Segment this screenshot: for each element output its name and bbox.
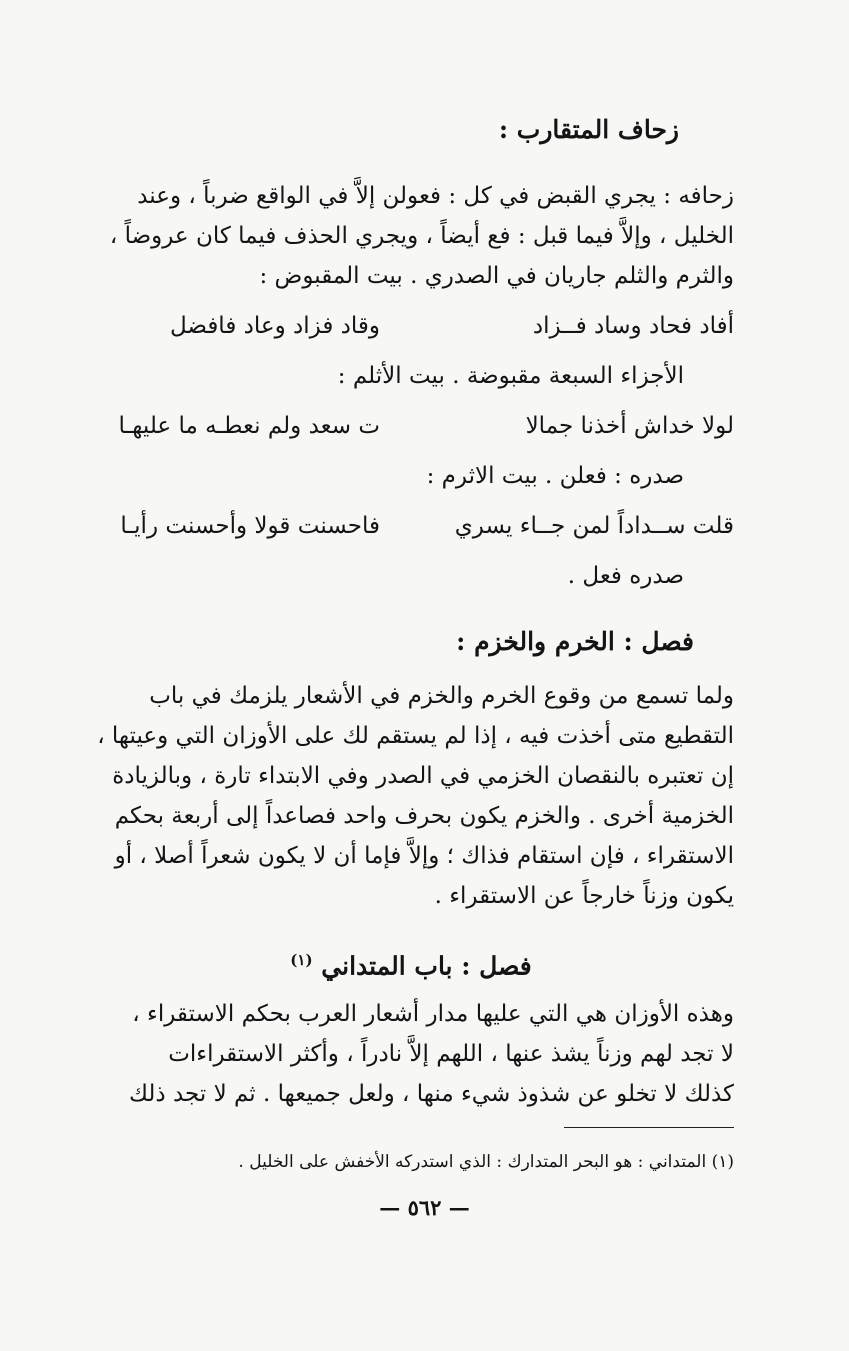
verse-hemistich-left: ت سعد ولم نعطـه ما عليهـا (118, 413, 380, 439)
verse-line (88, 506, 734, 546)
verse-hemistich-right: لولا خداش أخذنا جمالا (525, 413, 734, 439)
body-line: وهذه الأوزان هي التي عليها مدار أشعار العرب بحكم الاستقراء ، (132, 1001, 734, 1027)
section-heading-kharm: فصل : الخرم والخزم : (456, 627, 694, 656)
verse-line (88, 406, 734, 446)
verse-note: الأجزاء السبعة مقبوضة . بيت الأثلم : (337, 363, 684, 389)
section-heading-text: فصل : باب المتداني (321, 951, 532, 981)
body-line: ولما تسمع من وقوع الخرم والخزم في الأشعار يلزمك في باب (149, 683, 734, 709)
body-line: زحافه : يجري القبض في كل : فعولن إلاَّ في الواقع ضرباً ، وعند (137, 183, 734, 209)
body-line: إن تعتبره بالنقصان الخزمي في الصدر وفي الابتداء تارة ، وبالزيادة (112, 763, 734, 789)
footnote-divider (564, 1127, 734, 1128)
footnote-marker: (١) (290, 951, 313, 969)
verse-hemistich-right: أفاد فحاد وساد فــزاد (532, 313, 734, 339)
footnote: (١) المتداني : هو البحر المتدارك : الذي استدركه الأخفش على الخليل . (238, 1152, 734, 1172)
body-line: والثرم والثلم جاريان في الصدري . بيت المقبوض : (259, 263, 734, 289)
section-heading-mutaqarib: زحاف المتقارب : (498, 115, 679, 144)
verse-hemistich-left: فاحسنت قولا وأحسنت رأيـا (120, 513, 380, 539)
page-number: — ٥٦٢ — (379, 1195, 470, 1220)
body-line: التقطيع متى أخذت فيه ، إذا لم يستقم لك على الأوزان التي وعيتها ، (97, 723, 734, 749)
body-line: كذلك لا تخلو عن شذوذ شيء منها ، ولعل جميعها . ثم لا تجد ذلك (129, 1081, 734, 1107)
body-line: الخزمية أخرى . والخزم يكون بحرف واحد فصاعداً إلى أربعة بحكم (114, 803, 734, 829)
section-heading-mutadani (88, 940, 734, 986)
verse-hemistich-left: وقاد فزاد وعاد فافضل (169, 313, 380, 339)
body-line: الاستقراء ، فإن استقام فذاك ؛ وإلاَّ فإما أن لا يكون شعراً أصلا ، أو (114, 843, 734, 869)
verse-line (88, 306, 734, 346)
body-line: الخليل ، وإلاَّ فيما قبل : فع أيضاً ، ويجري الحذف فيما كان عروضاً ، (109, 223, 734, 249)
body-line: لا تجد لهم وزناً يشذ عنها ، اللهم إلاَّ نادراً ، وأكثر الاستقراءات (168, 1041, 734, 1067)
verse-note: صدره فعل . (567, 563, 684, 589)
verse-note: صدره : فعلن . بيت الاثرم : (426, 463, 684, 489)
verse-hemistich-right: قلت ســداداً لمن جــاء يسري (454, 513, 734, 539)
body-line: يكون وزناً خارجاً عن الاستقراء . (434, 883, 734, 909)
